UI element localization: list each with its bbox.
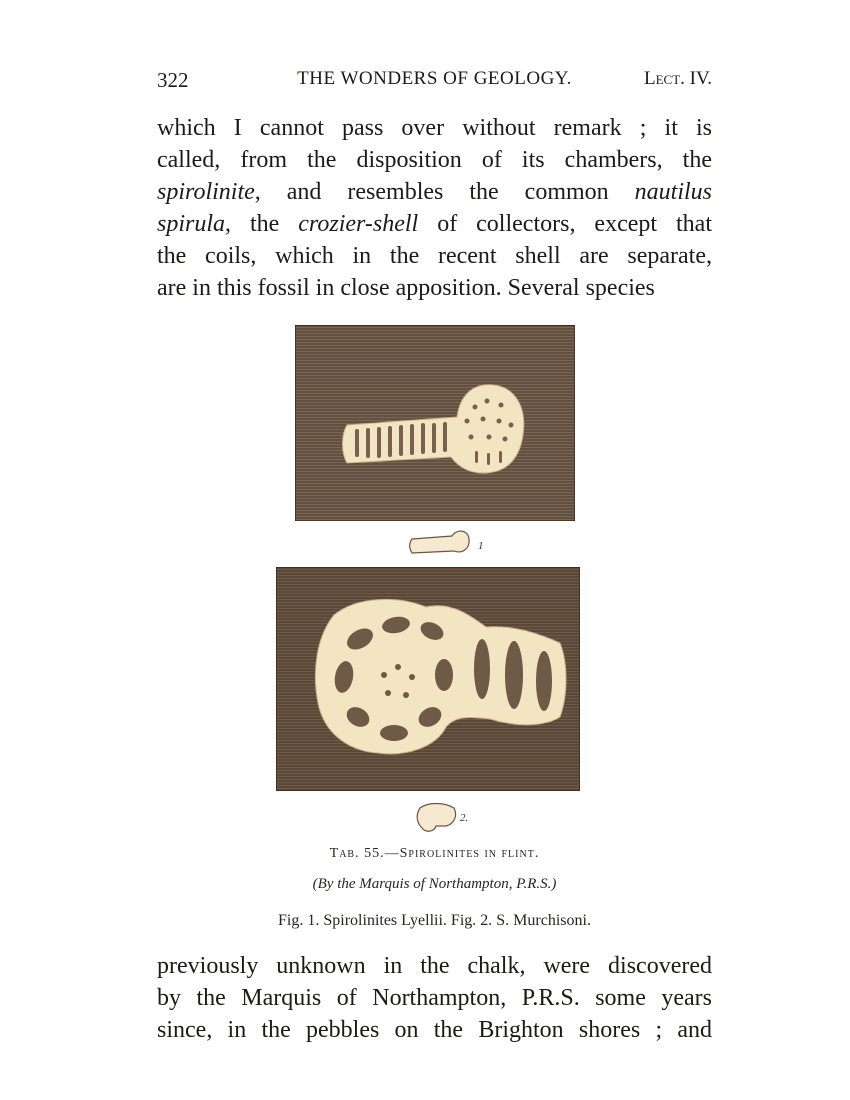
figure-2-outline	[414, 800, 458, 834]
paragraph-top	[157, 112, 712, 304]
term-spirolinite: spirolinite	[157, 179, 255, 205]
term-nautilus: nautilus	[634, 179, 712, 205]
page-number: 322	[157, 68, 189, 92]
figure-2-plate	[276, 567, 580, 791]
text-line: since, in the pebbles on the Brighton shores ; and	[157, 1017, 712, 1043]
text-line	[157, 176, 712, 208]
fossil-spirolinite-lyellii-illustration	[295, 325, 575, 521]
text-line: previously unknown in the chalk, were discovered	[157, 953, 712, 979]
fossil-outline-icon	[408, 527, 472, 557]
fossil-spirolinite-murchisoni-illustration	[276, 567, 580, 791]
figure-1-outline	[408, 527, 472, 557]
running-title: THE WONDERS OF GEOLOGY.	[297, 68, 572, 89]
text-line: which I cannot pass over without remark ; it is	[157, 115, 712, 141]
text-fragment: , the	[225, 211, 299, 237]
caption-title: Tab. 55.—Spirolinites in flint.	[329, 846, 540, 861]
fossil-outline-icon	[414, 800, 458, 834]
page-header	[157, 68, 712, 96]
text-line: called, from the disposition of its chambers, the	[157, 147, 712, 173]
text-line	[157, 208, 712, 240]
caption-figures: Fig. 1. Spirolinites Lyellii. Fig. 2. S. Murchisoni.	[278, 912, 591, 929]
term-spirula: spirula	[157, 211, 226, 237]
term-crozier-shell: crozier-shell	[298, 211, 419, 237]
text-fragment: of collectors, except that	[418, 211, 712, 237]
caption-credit: (By the Marquis of Northampton, P.R.S.)	[312, 876, 557, 892]
text-fragment: , and resembles the common	[254, 179, 635, 205]
figure-1-number: 1	[478, 540, 484, 552]
paragraph-bottom	[157, 950, 712, 1046]
text-line: are in this fossil in close apposition. Several species	[157, 275, 655, 301]
text-line: by the Marquis of Northampton, P.R.S. some years	[157, 985, 712, 1011]
figure-1-plate	[295, 325, 575, 521]
figure-2-number: 2.	[460, 812, 469, 824]
lecture-label: Lect. IV.	[643, 68, 712, 89]
text-line: the coils, which in the recent shell are separate,	[157, 243, 712, 269]
